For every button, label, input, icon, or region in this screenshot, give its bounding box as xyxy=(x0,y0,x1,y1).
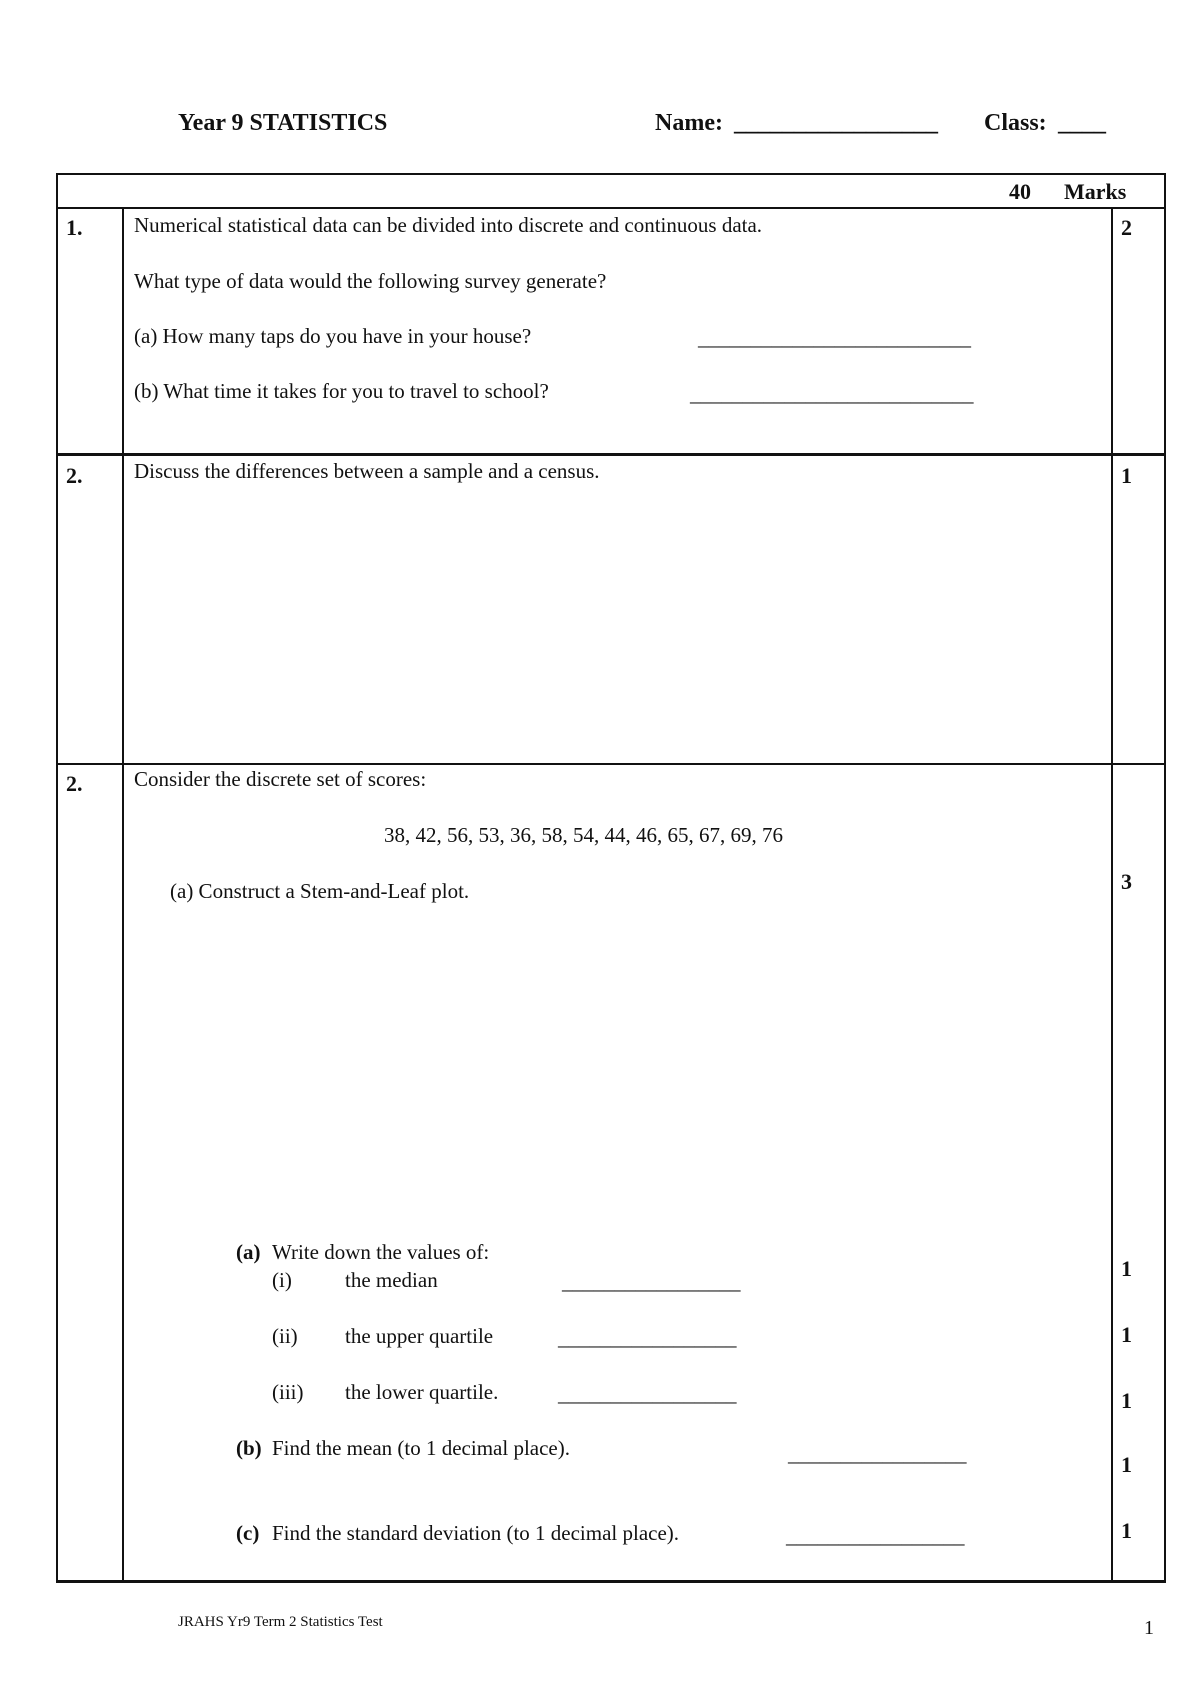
q3-i-text: the median xyxy=(345,1268,438,1292)
std-dev-answer-field[interactable]: _________________ xyxy=(786,1524,965,1548)
question-number-2: 2. xyxy=(66,463,83,488)
upper-quartile-answer-field[interactable]: _________________ xyxy=(558,1326,737,1350)
q3-scores: 38, 42, 56, 53, 36, 58, 54, 44, 46, 65, 67, 69, 76 xyxy=(384,823,783,847)
q2-marks: 1 xyxy=(1121,463,1132,488)
q1-part-b: (b) What time it takes for you to travel to school? xyxy=(134,379,549,403)
stem-leaf-answer-space[interactable] xyxy=(126,915,1106,1235)
q2-answer-space[interactable] xyxy=(126,495,1106,755)
column-divider-marks xyxy=(1111,207,1113,1583)
q3-c-label: (c) xyxy=(236,1521,260,1545)
row-divider-1 xyxy=(56,453,1166,456)
table-border-right xyxy=(1164,173,1166,1583)
q3-iii-label: (iii) xyxy=(272,1380,304,1404)
q3-part-a: (a) Construct a Stem-and-Leaf plot. xyxy=(170,879,470,903)
question-number-3: 2. xyxy=(66,771,83,796)
q3-c-text: Find the standard deviation (to 1 decimal place). xyxy=(272,1521,680,1545)
q2-text: Discuss the differences between a sample and a census. xyxy=(134,459,600,483)
q3-i-label: (i) xyxy=(272,1268,292,1292)
median-answer-field[interactable]: _________________ xyxy=(562,1270,741,1294)
q3-b-label: (b) xyxy=(236,1436,262,1460)
column-divider-number xyxy=(122,207,124,1583)
name-label: Name: xyxy=(655,110,723,136)
q3-ii-marks: 1 xyxy=(1121,1322,1132,1347)
table-border-left xyxy=(56,173,58,1583)
total-marks: 40 xyxy=(1009,179,1031,204)
table-border-bottom xyxy=(56,1580,1166,1583)
q3-ii-text: the upper quartile xyxy=(345,1324,494,1348)
q3-ii-label: (ii) xyxy=(272,1324,298,1348)
q1-prompt: What type of data would the following survey generate? xyxy=(134,269,607,293)
q3-part-a-marks: 3 xyxy=(1121,869,1132,894)
q3-b-marks: 1 xyxy=(1121,1452,1132,1477)
q1-answer-a[interactable]: __________________________ xyxy=(698,326,971,350)
table-border-top xyxy=(56,173,1166,175)
page-title: Year 9 STATISTICS xyxy=(178,110,388,136)
question-number-1: 1. xyxy=(66,215,83,240)
q3-sub-a-label: (a) xyxy=(236,1240,261,1264)
name-field[interactable]: _________________ xyxy=(734,110,938,136)
q3-i-marks: 1 xyxy=(1121,1256,1132,1281)
q3-sub-a-text: Write down the values of: xyxy=(272,1240,490,1264)
q1-part-a: (a) How many taps do you have in your house? xyxy=(134,324,532,348)
q3-b-text: Find the mean (to 1 decimal place). xyxy=(272,1436,570,1460)
header-row-divider xyxy=(56,207,1166,209)
q3-c-marks: 1 xyxy=(1121,1518,1132,1543)
lower-quartile-answer-field[interactable]: _________________ xyxy=(558,1382,737,1406)
class-label: Class: xyxy=(984,110,1047,136)
footer-label: JRAHS Yr9 Term 2 Statistics Test xyxy=(178,1614,383,1630)
q3-intro: Consider the discrete set of scores: xyxy=(134,767,427,791)
q1-intro: Numerical statistical data can be divided into discrete and continuous data. xyxy=(134,213,763,237)
q1-marks: 2 xyxy=(1121,215,1132,240)
marks-column-header: Marks xyxy=(1064,179,1127,204)
q1-answer-b[interactable]: ___________________________ xyxy=(690,382,974,406)
row-divider-2 xyxy=(56,763,1166,765)
mean-answer-field[interactable]: _________________ xyxy=(788,1442,967,1466)
page-number: 1 xyxy=(1144,1617,1154,1639)
q3-iii-text: the lower quartile. xyxy=(345,1380,499,1404)
q3-iii-marks: 1 xyxy=(1121,1388,1132,1413)
class-field[interactable]: ____ xyxy=(1058,110,1106,136)
